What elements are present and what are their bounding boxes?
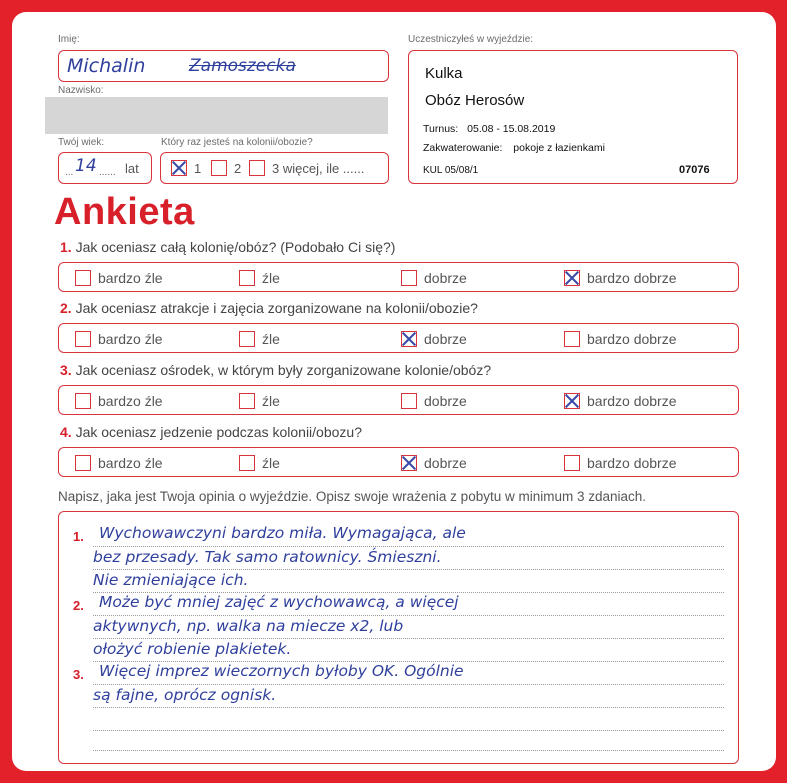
checkbox[interactable] — [75, 270, 91, 286]
times-option-2-label: 2 — [234, 160, 242, 176]
age-dots-left: ... — [65, 167, 74, 178]
handwritten-line-1: Wychowawczyni bardzo miła. Wymagająca, ale — [99, 524, 466, 542]
q4-option-dobrze[interactable]: dobrze — [401, 453, 467, 473]
opinion-box[interactable] — [58, 511, 739, 764]
trip-camp-name: Obóz Herosów — [425, 92, 525, 109]
name-value: Michalin — [67, 55, 146, 77]
name-label: Imię: — [58, 34, 80, 45]
ruled-line — [93, 707, 724, 708]
opinion-number-1: 1. — [73, 529, 84, 544]
checkbox[interactable] — [75, 331, 91, 347]
age-field[interactable] — [58, 152, 152, 184]
q2-option-dobrze[interactable]: dobrze — [401, 329, 467, 349]
times-option-3[interactable] — [249, 160, 364, 176]
question-1: 1. Jak oceniasz całą kolonię/obóz? (Podobało Ci się?) — [60, 239, 396, 255]
surname-label: Nazwisko: — [58, 85, 104, 96]
checkbox-checked[interactable] — [564, 270, 580, 286]
handwritten-line-8: są fajne, oprócz ognisk. — [93, 686, 277, 704]
opinion-prompt: Napisz, jaka jest Twoja opinia o wyjeździe. Opisz swoje wrażenia z pobytu w minimum 3 zdaniach. — [58, 489, 647, 504]
surname-redacted — [45, 97, 388, 134]
age-label: Twój wiek: — [58, 137, 105, 148]
ruled-line — [93, 546, 724, 547]
q1-option-bardzo-zle[interactable]: bardzo źle — [75, 268, 163, 288]
handwritten-line-2: bez przesady. Tak samo ratownicy. Śmieszni. — [93, 548, 442, 566]
trip-term-row — [423, 123, 555, 135]
name-struck-value: Zamoszecka — [189, 56, 296, 76]
trip-info-box — [408, 50, 738, 184]
handwritten-line-6: ołożyć robienie plakietek. — [93, 640, 292, 658]
checkbox-checked[interactable] — [401, 331, 417, 347]
trip-accommodation-value: pokoje z łazienkami — [513, 142, 605, 154]
checkbox[interactable] — [239, 331, 255, 347]
answer-row-2 — [58, 323, 739, 353]
answer-row-3 — [58, 385, 739, 415]
name-field[interactable] — [58, 50, 389, 82]
q1-option-zle[interactable]: źle — [239, 268, 280, 288]
trip-accommodation-label: Zakwaterowanie: — [423, 142, 503, 154]
trip-code: KUL 05/08/1 — [423, 165, 479, 176]
checkbox[interactable] — [75, 455, 91, 471]
answer-row-4 — [58, 447, 739, 477]
checkbox[interactable] — [75, 393, 91, 409]
times-label: Który raz jesteś na kolonii/obozie? — [161, 137, 313, 148]
answer-row-1 — [58, 262, 739, 292]
ruled-line — [93, 730, 724, 731]
age-suffix: lat — [125, 161, 139, 176]
checkbox-times-3[interactable] — [249, 160, 265, 176]
handwritten-line-4: Może być mniej zajęć z wychowawcą, a więcej — [99, 593, 459, 611]
handwritten-line-5: aktywnych, np. walka na miecze x2, lub — [93, 617, 404, 635]
survey-title: Ankieta — [54, 191, 195, 233]
q3-option-zle[interactable]: źle — [239, 391, 280, 411]
age-value: 14 — [75, 156, 97, 176]
q1-option-bardzo-dobrze[interactable]: bardzo dobrze — [564, 268, 677, 288]
times-option-1[interactable] — [171, 160, 201, 176]
checkbox-times-1[interactable] — [171, 160, 187, 176]
q2-option-bardzo-zle[interactable]: bardzo źle — [75, 329, 163, 349]
q4-option-bardzo-zle[interactable]: bardzo źle — [75, 453, 163, 473]
question-3: 3. Jak oceniasz ośrodek, w którym były zorganizowane kolonie/obóz? — [60, 362, 492, 378]
handwritten-line-7: Więcej imprez wieczornych byłoby OK. Ogólnie — [99, 662, 464, 680]
q1-option-dobrze[interactable]: dobrze — [401, 268, 467, 288]
ruled-line — [93, 569, 724, 570]
opinion-number-2: 2. — [73, 598, 84, 613]
q3-option-bardzo-dobrze[interactable]: bardzo dobrze — [564, 391, 677, 411]
age-dots-right: ...... — [99, 167, 116, 178]
checkbox[interactable] — [401, 270, 417, 286]
ruled-line — [93, 615, 724, 616]
checkbox-times-2[interactable] — [211, 160, 227, 176]
handwritten-line-3: Nie zmieniające ich. — [93, 571, 249, 589]
checkbox[interactable] — [239, 455, 255, 471]
times-option-3-label: 3 więcej, ile ...... — [272, 160, 365, 176]
trip-label: Uczestniczyłeś w wyjeździe: — [408, 34, 534, 45]
q4-option-bardzo-dobrze[interactable]: bardzo dobrze — [564, 453, 677, 473]
checkbox-checked[interactable] — [401, 455, 417, 471]
trip-term-value: 05.08 - 15.08.2019 — [467, 123, 556, 135]
trip-accommodation-row — [423, 142, 605, 154]
ruled-line — [93, 638, 724, 639]
checkbox[interactable] — [239, 270, 255, 286]
q3-option-dobrze[interactable]: dobrze — [401, 391, 467, 411]
checkbox-checked[interactable] — [564, 393, 580, 409]
q2-option-zle[interactable]: źle — [239, 329, 280, 349]
times-field — [160, 152, 389, 184]
checkbox[interactable] — [239, 393, 255, 409]
checkbox[interactable] — [564, 455, 580, 471]
opinion-number-3: 3. — [73, 667, 84, 682]
q2-option-bardzo-dobrze[interactable]: bardzo dobrze — [564, 329, 677, 349]
q4-option-zle[interactable]: źle — [239, 453, 280, 473]
trip-number: 07076 — [679, 164, 710, 176]
question-4: 4. Jak oceniasz jedzenie podczas kolonii/obozu? — [60, 424, 362, 440]
checkbox[interactable] — [401, 393, 417, 409]
ruled-line — [93, 684, 724, 685]
trip-destination: Kulka — [425, 65, 463, 82]
q3-option-bardzo-zle[interactable]: bardzo źle — [75, 391, 163, 411]
question-2: 2. Jak oceniasz atrakcje i zajęcia zorganizowane na kolonii/obozie? — [60, 300, 478, 316]
times-option-2[interactable] — [211, 160, 241, 176]
trip-term-label: Turnus: — [423, 123, 459, 135]
ruled-line — [93, 750, 724, 751]
checkbox[interactable] — [564, 331, 580, 347]
times-option-1-label: 1 — [194, 160, 202, 176]
